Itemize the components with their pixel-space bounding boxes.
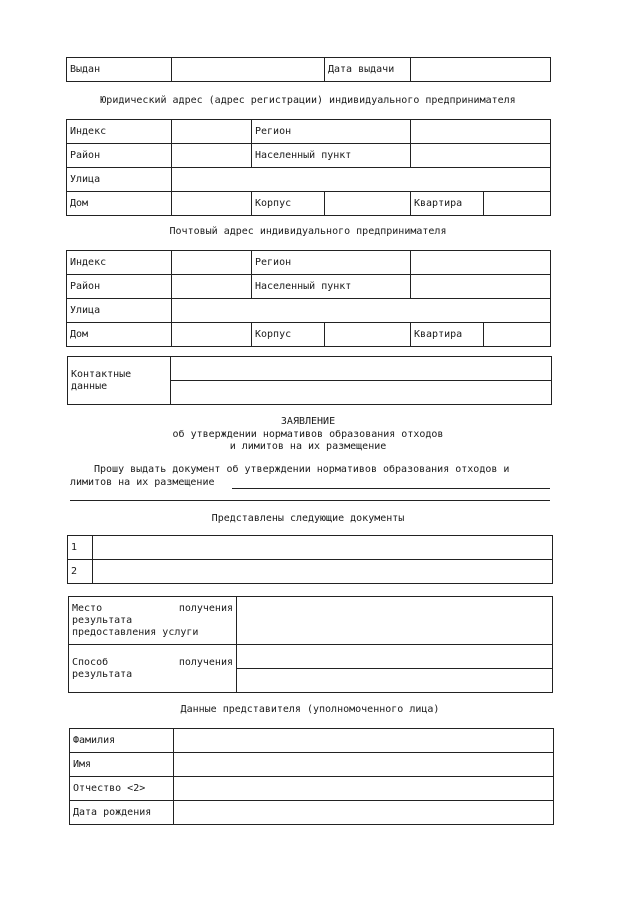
patronymic-label: Отчество <2> bbox=[70, 777, 174, 801]
postal-district-label: Район bbox=[67, 275, 172, 299]
legal-district-label: Район bbox=[67, 144, 172, 168]
contacts-table bbox=[67, 356, 552, 405]
postal-street-label: Улица bbox=[67, 299, 172, 323]
postal-index-label: Индекс bbox=[67, 251, 172, 275]
contacts-label bbox=[68, 357, 171, 405]
representative-table bbox=[69, 728, 554, 825]
legal-district-field[interactable] bbox=[172, 144, 252, 168]
issued-table bbox=[66, 57, 551, 82]
legal-apartment-label: Квартира bbox=[411, 192, 484, 216]
contacts-field-1[interactable] bbox=[171, 357, 552, 381]
legal-building-field[interactable] bbox=[325, 192, 411, 216]
postal-building-label: Корпус bbox=[252, 323, 325, 347]
legal-settlement-field[interactable] bbox=[411, 144, 551, 168]
documents-table bbox=[67, 535, 553, 584]
result-method-line2: результата bbox=[72, 668, 133, 680]
first-name-label: Имя bbox=[70, 753, 174, 777]
result-place-line3: предоставления услуги bbox=[72, 626, 199, 638]
contacts-label-line1: Контактные bbox=[71, 368, 132, 380]
representative-title: Данные представителя (уполномоченного лица) bbox=[180, 704, 440, 715]
legal-house-label: Дом bbox=[67, 192, 172, 216]
issue-date-field[interactable] bbox=[411, 58, 551, 82]
result-place-line1a: Место bbox=[72, 602, 103, 614]
result-method-field-1[interactable] bbox=[237, 645, 553, 669]
postal-district-field[interactable] bbox=[172, 275, 252, 299]
document-row-field-1[interactable] bbox=[93, 536, 553, 560]
issued-label: Выдан bbox=[67, 58, 172, 82]
legal-apartment-field[interactable] bbox=[484, 192, 551, 216]
first-name-field[interactable] bbox=[174, 753, 554, 777]
postal-settlement-label: Населенный пункт bbox=[252, 275, 411, 299]
postal-building-field[interactable] bbox=[325, 323, 411, 347]
legal-address-title: Юридический адрес (адрес регистрации) индивидуального предпринимателя bbox=[100, 95, 516, 106]
legal-street-label: Улица bbox=[67, 168, 172, 192]
contacts-field-2[interactable] bbox=[171, 381, 552, 405]
legal-region-field[interactable] bbox=[411, 120, 551, 144]
postal-index-field[interactable] bbox=[172, 251, 252, 275]
legal-address-table bbox=[66, 119, 551, 216]
contacts-label-line2: данные bbox=[71, 380, 108, 392]
document-row-number: 1 bbox=[68, 536, 93, 560]
postal-house-field[interactable] bbox=[172, 323, 252, 347]
birth-date-field[interactable] bbox=[174, 801, 554, 825]
postal-address-table bbox=[66, 250, 551, 347]
application-subheading-1: об утверждении нормативов образования отходов bbox=[172, 429, 444, 440]
last-name-label: Фамилия bbox=[70, 729, 174, 753]
result-place-label bbox=[69, 597, 237, 645]
last-name-field[interactable] bbox=[174, 729, 554, 753]
postal-street-field[interactable] bbox=[172, 299, 551, 323]
legal-house-field[interactable] bbox=[172, 192, 252, 216]
result-method-field-2[interactable] bbox=[237, 669, 553, 693]
issue-date-label: Дата выдачи bbox=[325, 58, 411, 82]
postal-region-label: Регион bbox=[252, 251, 411, 275]
application-subheading-2: и лимитов на их размещение bbox=[229, 441, 387, 452]
result-place-line2: результата bbox=[72, 614, 133, 626]
result-place-field[interactable] bbox=[237, 597, 553, 645]
postal-address-title: Почтовый адрес индивидуального предпринимателя bbox=[169, 226, 447, 237]
legal-region-label: Регион bbox=[252, 120, 411, 144]
issued-by-field[interactable] bbox=[172, 58, 325, 82]
document-row-field-2[interactable] bbox=[93, 560, 553, 584]
legal-index-field[interactable] bbox=[172, 120, 252, 144]
result-place-line1b: получения bbox=[178, 602, 233, 614]
application-request-line1: Прошу выдать документ об утверждении нормативов образования отходов и bbox=[94, 464, 510, 475]
application-request-line2: лимитов на их размещение bbox=[70, 477, 215, 488]
legal-street-field[interactable] bbox=[172, 168, 551, 192]
result-method-label bbox=[69, 645, 237, 693]
patronymic-field[interactable] bbox=[174, 777, 554, 801]
request-fill-line[interactable] bbox=[232, 488, 550, 489]
legal-settlement-label: Населенный пункт bbox=[252, 144, 411, 168]
birth-date-label: Дата рождения bbox=[70, 801, 174, 825]
postal-region-field[interactable] bbox=[411, 251, 551, 275]
document-row-number: 2 bbox=[68, 560, 93, 584]
documents-title: Представлены следующие документы bbox=[211, 513, 405, 524]
result-method-line1a: Способ bbox=[72, 656, 109, 668]
postal-apartment-field[interactable] bbox=[484, 323, 551, 347]
postal-apartment-label: Квартира bbox=[411, 323, 484, 347]
legal-index-label: Индекс bbox=[67, 120, 172, 144]
postal-house-label: Дом bbox=[67, 323, 172, 347]
request-extra-line[interactable] bbox=[70, 500, 550, 501]
result-method-line1b: получения bbox=[178, 656, 233, 668]
legal-building-label: Корпус bbox=[252, 192, 325, 216]
application-heading: ЗАЯВЛЕНИЕ bbox=[280, 416, 336, 427]
result-table bbox=[68, 596, 553, 693]
postal-settlement-field[interactable] bbox=[411, 275, 551, 299]
